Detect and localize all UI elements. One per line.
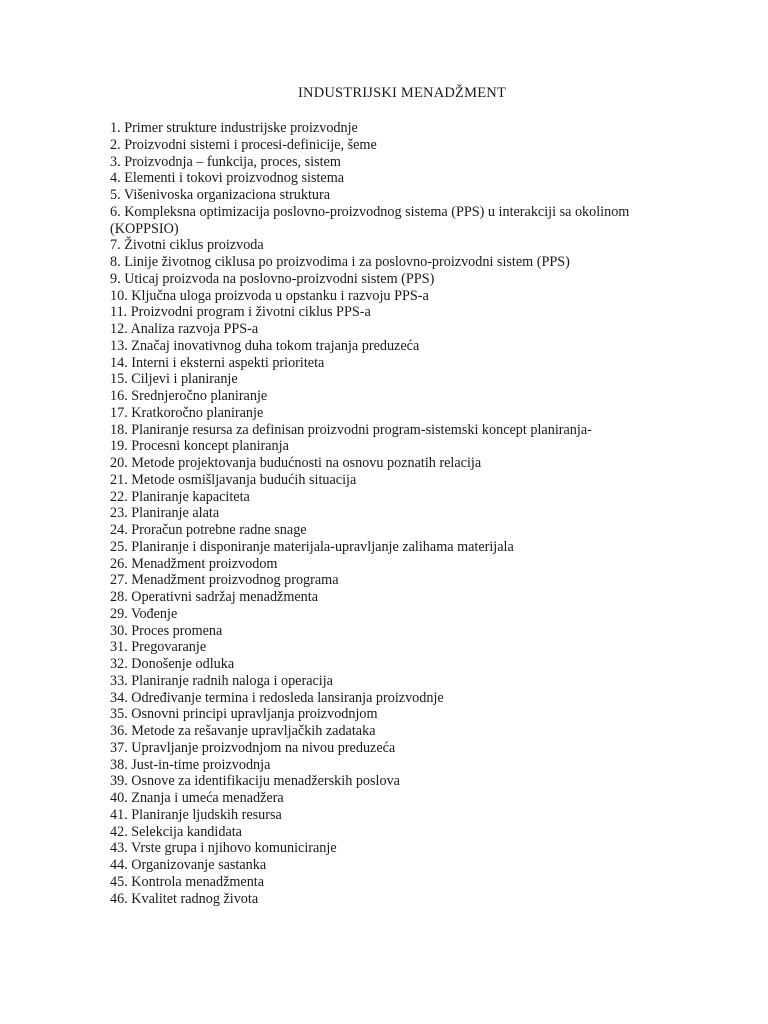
list-item: 7. Životni ciklus proizvoda bbox=[110, 237, 264, 254]
list-item: 46. Kvalitet radnog života bbox=[110, 890, 259, 907]
list-item: 18. Planiranje resursa za definisan proizvodni program-sistemski koncept planiranja- bbox=[110, 421, 592, 438]
list-item: 28. Operativni sadržaj menadžmenta bbox=[110, 589, 318, 605]
list-item: 20. Metode projektovanja budućnosti na osnovu poznatih relacija bbox=[110, 455, 482, 471]
list-item: 45. Kontrola menadžmenta bbox=[110, 873, 265, 890]
list-item: 34. Određivanje termina i redosleda lansiranja proizvodnje bbox=[110, 689, 444, 706]
list-item: 24. Proračun potrebne radne snage bbox=[110, 522, 307, 538]
list-item: 4. Elementi i tokovi proizvodnog sistema bbox=[110, 170, 345, 187]
list-item: 29. Vođenje bbox=[110, 605, 178, 622]
list-item: 6. Kompleksna optimizacija poslovno-proizvodnog sistema (PPS) u interakciji sa okolinom (KOPPSIO) bbox=[110, 203, 630, 237]
list-item: 22. Planiranje kapaciteta bbox=[110, 488, 250, 505]
list-item: 37. Upravljanje proizvodnjom na nivou preduzeća bbox=[110, 739, 396, 756]
list-item: 25. Planiranje i disponiranje materijala-upravljanje zalihama materijala bbox=[110, 538, 514, 555]
list-item: 21. Metode osmišljavanja budućih situacija bbox=[110, 471, 357, 488]
list-item: 14. Interni i eksterni aspekti prioriteta bbox=[110, 354, 325, 371]
list-item: 13. Značaj inovativnog duha tokom trajanja preduzeća bbox=[110, 337, 420, 354]
list-item: 40. Znanja i umeća menadžera bbox=[110, 790, 284, 806]
list-item: 12. Analiza razvoja PPS-a bbox=[110, 321, 259, 337]
list-item: 26. Menadžment proizvodom bbox=[110, 555, 278, 572]
topic-list bbox=[110, 120, 685, 907]
list-item: 27. Menadžment proizvodnog programa bbox=[110, 572, 339, 589]
list-item: 42. Selekcija kandidata bbox=[110, 823, 242, 840]
list-item: 5. Višenivoska organizaciona struktura bbox=[110, 187, 331, 203]
list-item: 23. Planiranje alata bbox=[110, 505, 220, 522]
list-item: 9. Uticaj proizvoda na poslovno-proizvodni sistem (PPS) bbox=[110, 270, 435, 287]
list-item: 44. Organizovanje sastanka bbox=[110, 857, 267, 873]
list-item: 36. Metode za rešavanje upravljačkih zadataka bbox=[110, 723, 376, 739]
list-item: 17. Kratkoročno planiranje bbox=[110, 404, 264, 421]
list-item: 1. Primer strukture industrijske proizvodnje bbox=[110, 120, 358, 136]
list-item: 43. Vrste grupa i njihovo komuniciranje bbox=[110, 840, 337, 857]
list-item: 15. Ciljevi i planiranje bbox=[110, 371, 238, 388]
list-item: 35. Osnovni principi upravljanja proizvodnjom bbox=[110, 706, 378, 723]
list-item: 39. Osnove za identifikaciju menadžerskih poslova bbox=[110, 773, 400, 790]
list-item: 38. Just-in-time proizvodnja bbox=[110, 756, 271, 773]
list-item: 3. Proizvodnja – funkcija, proces, sistem bbox=[110, 153, 341, 170]
list-item: 19. Procesni koncept planiranja bbox=[110, 438, 289, 455]
list-item: 2. Proizvodni sistemi i procesi-definicije, šeme bbox=[110, 136, 377, 153]
list-item: 41. Planiranje ljudskih resursa bbox=[110, 806, 282, 823]
list-item: 11. Proizvodni program i životni ciklus PPS-a bbox=[110, 304, 371, 321]
list-item: 32. Donošenje odluka bbox=[110, 656, 235, 672]
list-item: 30. Proces promena bbox=[110, 622, 223, 639]
document-title: INDUSTRIJSKI MENADŽMENT bbox=[298, 85, 506, 101]
list-item: 8. Linije životnog ciklusa po proizvodima i za poslovno-proizvodni sistem (PPS) bbox=[110, 254, 570, 270]
list-item: 16. Srednjeročno planiranje bbox=[110, 388, 268, 404]
list-item: 33. Planiranje radnih naloga i operacija bbox=[110, 672, 333, 689]
list-item: 31. Pregovaranje bbox=[110, 639, 207, 656]
list-item: 10. Ključna uloga proizvoda u opstanku i razvoju PPS-a bbox=[110, 287, 429, 304]
